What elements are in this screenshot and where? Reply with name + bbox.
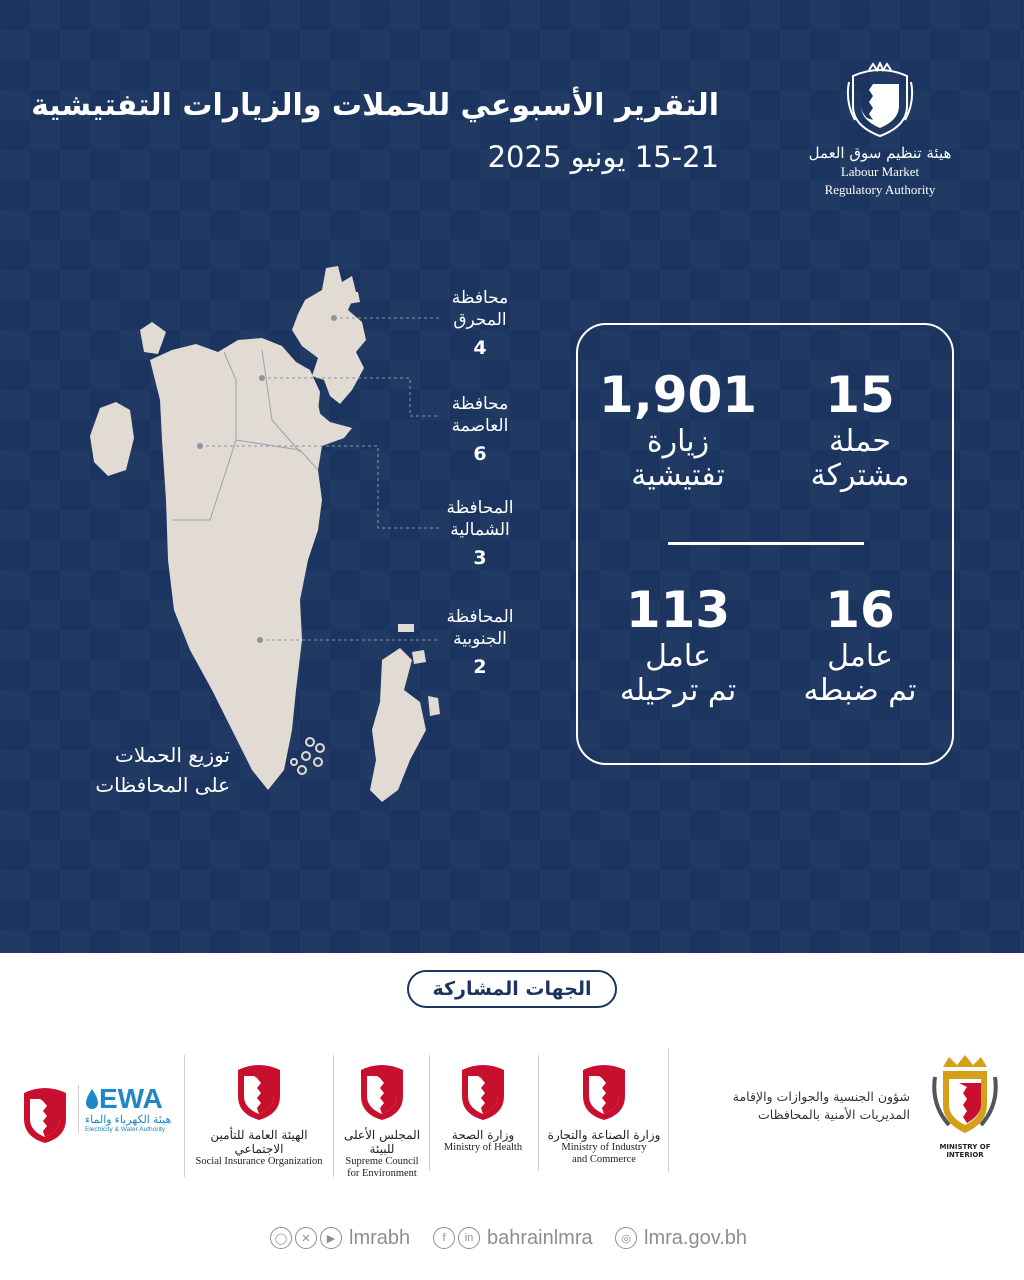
stats-divider	[668, 542, 864, 545]
lmra-logo	[800, 62, 960, 198]
stat-label-line2: تم ضبطه	[803, 673, 917, 708]
partner-name-ar: المجلس الأعلى للبيئة	[343, 1128, 421, 1156]
moi-logo	[925, 1055, 1005, 1159]
governorate-name-line1: المحافظة	[446, 498, 514, 518]
governorate-muharraq	[425, 287, 535, 359]
governorate-southern	[425, 606, 535, 678]
bahrain-emblem-icon	[18, 1085, 72, 1145]
ewa-name-ar: هيئة الكهرباء والماء	[85, 1114, 172, 1126]
partner-environment	[338, 1062, 426, 1180]
stat-inspection-visits	[588, 365, 768, 493]
partner-name-en-line1: Supreme Council	[345, 1156, 419, 1167]
governorate-count: 2	[473, 656, 487, 678]
footer-instagram-x-youtube[interactable]	[270, 1222, 410, 1254]
moi-caption: MINISTRY OF INTERIOR	[939, 1143, 991, 1159]
stat-label-line1: زيارة	[646, 424, 710, 459]
stats-card	[576, 323, 954, 765]
stat-value: 113	[625, 581, 731, 639]
stat-label-line2: تم ترحيله	[619, 673, 737, 708]
stat-workers-arrested	[770, 580, 950, 708]
stat-label-line1: عامل	[645, 639, 711, 674]
stat-value: 1,901	[598, 366, 758, 424]
stat-label-line2: مشتركة	[810, 458, 910, 493]
partner-separator	[333, 1055, 334, 1177]
report-date-range: 15-21 يونيو 2025	[487, 140, 719, 174]
report-title: التقرير الأسبوعي للحملات والزيارات التفتيشية	[31, 88, 719, 123]
water-drop-icon	[85, 1088, 99, 1110]
partner-name-en-line2: and Commerce	[572, 1154, 636, 1165]
distribution-label	[60, 740, 230, 800]
distribution-label-line1: توزيع الحملات	[114, 743, 230, 767]
instagram-icon[interactable]: ◯	[270, 1227, 292, 1249]
partner-social-insurance	[192, 1062, 326, 1168]
partner-separator	[184, 1055, 185, 1177]
lmra-name-en-line2: Regulatory Authority	[824, 182, 936, 197]
moi-departments	[680, 1088, 910, 1124]
governorate-name-line2: الشمالية	[450, 520, 510, 540]
footer-facebook-linkedin[interactable]	[433, 1222, 593, 1254]
governorate-name-line1: محافظة	[451, 394, 509, 414]
stat-value: 16	[825, 581, 895, 639]
governorate-count: 4	[473, 337, 487, 359]
stat-joint-campaigns	[770, 365, 950, 493]
bahrain-emblem-icon	[355, 1062, 409, 1122]
distribution-label-line2: على المحافظات	[95, 773, 230, 797]
lmra-name-ar: هيئة تنظيم سوق العمل	[808, 144, 952, 162]
governorate-name-line2: العاصمة	[451, 416, 509, 436]
partner-name-ar: وزارة الصحة	[451, 1128, 515, 1142]
website-link[interactable]: lmra.gov.bh	[644, 1226, 748, 1249]
facebook-icon[interactable]: f	[433, 1227, 455, 1249]
partner-separator	[668, 1048, 669, 1172]
partner-name-en-line1: Ministry of Health	[443, 1142, 523, 1153]
partner-separator	[429, 1055, 430, 1171]
partner-industry-commerce	[545, 1062, 663, 1166]
linkedin-icon[interactable]: in	[458, 1227, 480, 1249]
stat-value: 15	[825, 366, 895, 424]
stat-label-line1: عامل	[827, 639, 893, 674]
governorate-name-line2: المحرق	[453, 310, 507, 330]
bahrain-emblem-icon	[456, 1062, 510, 1122]
partner-health	[432, 1062, 534, 1154]
stat-label-line1: حملة	[829, 424, 891, 459]
partner-name-en-line2: for Environment	[347, 1168, 417, 1179]
partner-name-ar: وزارة الصناعة والتجارة	[547, 1128, 661, 1142]
ewa-name-en: Electricity & Water Authority	[85, 1126, 165, 1133]
governorate-name-line1: محافظة	[451, 288, 509, 308]
bahrain-emblem-icon	[232, 1062, 286, 1122]
moi-emblem-icon	[929, 1055, 1001, 1139]
stat-label-line2: تفتيشية	[631, 458, 725, 493]
social-handle-lmrabh[interactable]: lmrabh	[349, 1226, 411, 1249]
stat-workers-deported	[588, 580, 768, 708]
moi-department-2: المديريات الأمنية بالمحافظات	[758, 1107, 910, 1122]
governorate-capital	[425, 393, 535, 465]
partner-separator	[538, 1055, 539, 1171]
governorate-count: 6	[473, 443, 487, 465]
footer-website[interactable]	[615, 1222, 747, 1254]
partner-name-en-line1: Ministry of Industry	[561, 1142, 647, 1153]
governorate-northern	[425, 497, 535, 569]
lmra-name-en-line1: Labour Market	[840, 164, 920, 179]
x-icon[interactable]: ✕	[295, 1227, 317, 1249]
partners-heading: الجهات المشاركة	[407, 970, 617, 1008]
moi-department-1: شؤون الجنسية والجوازات والإقامة	[732, 1089, 910, 1104]
bahrain-emblem-icon	[577, 1062, 631, 1122]
partner-ewa	[18, 1085, 178, 1145]
bahrain-emblem-icon	[843, 62, 917, 140]
governorate-name-line2: الجنوبية	[453, 629, 507, 649]
partner-name-en-line1: Social Insurance Organization	[195, 1156, 323, 1167]
governorate-name-line1: المحافظة	[446, 607, 514, 627]
partner-name-ar: الهيئة العامة للتأمين الاجتماعي	[210, 1128, 308, 1156]
social-handle-bahrainlmra[interactable]: bahrainlmra	[487, 1226, 593, 1249]
globe-icon[interactable]: ◎	[615, 1227, 637, 1249]
governorate-count: 3	[473, 547, 487, 569]
youtube-icon[interactable]: ▶	[320, 1227, 342, 1249]
ewa-brand: EWA	[99, 1083, 163, 1114]
